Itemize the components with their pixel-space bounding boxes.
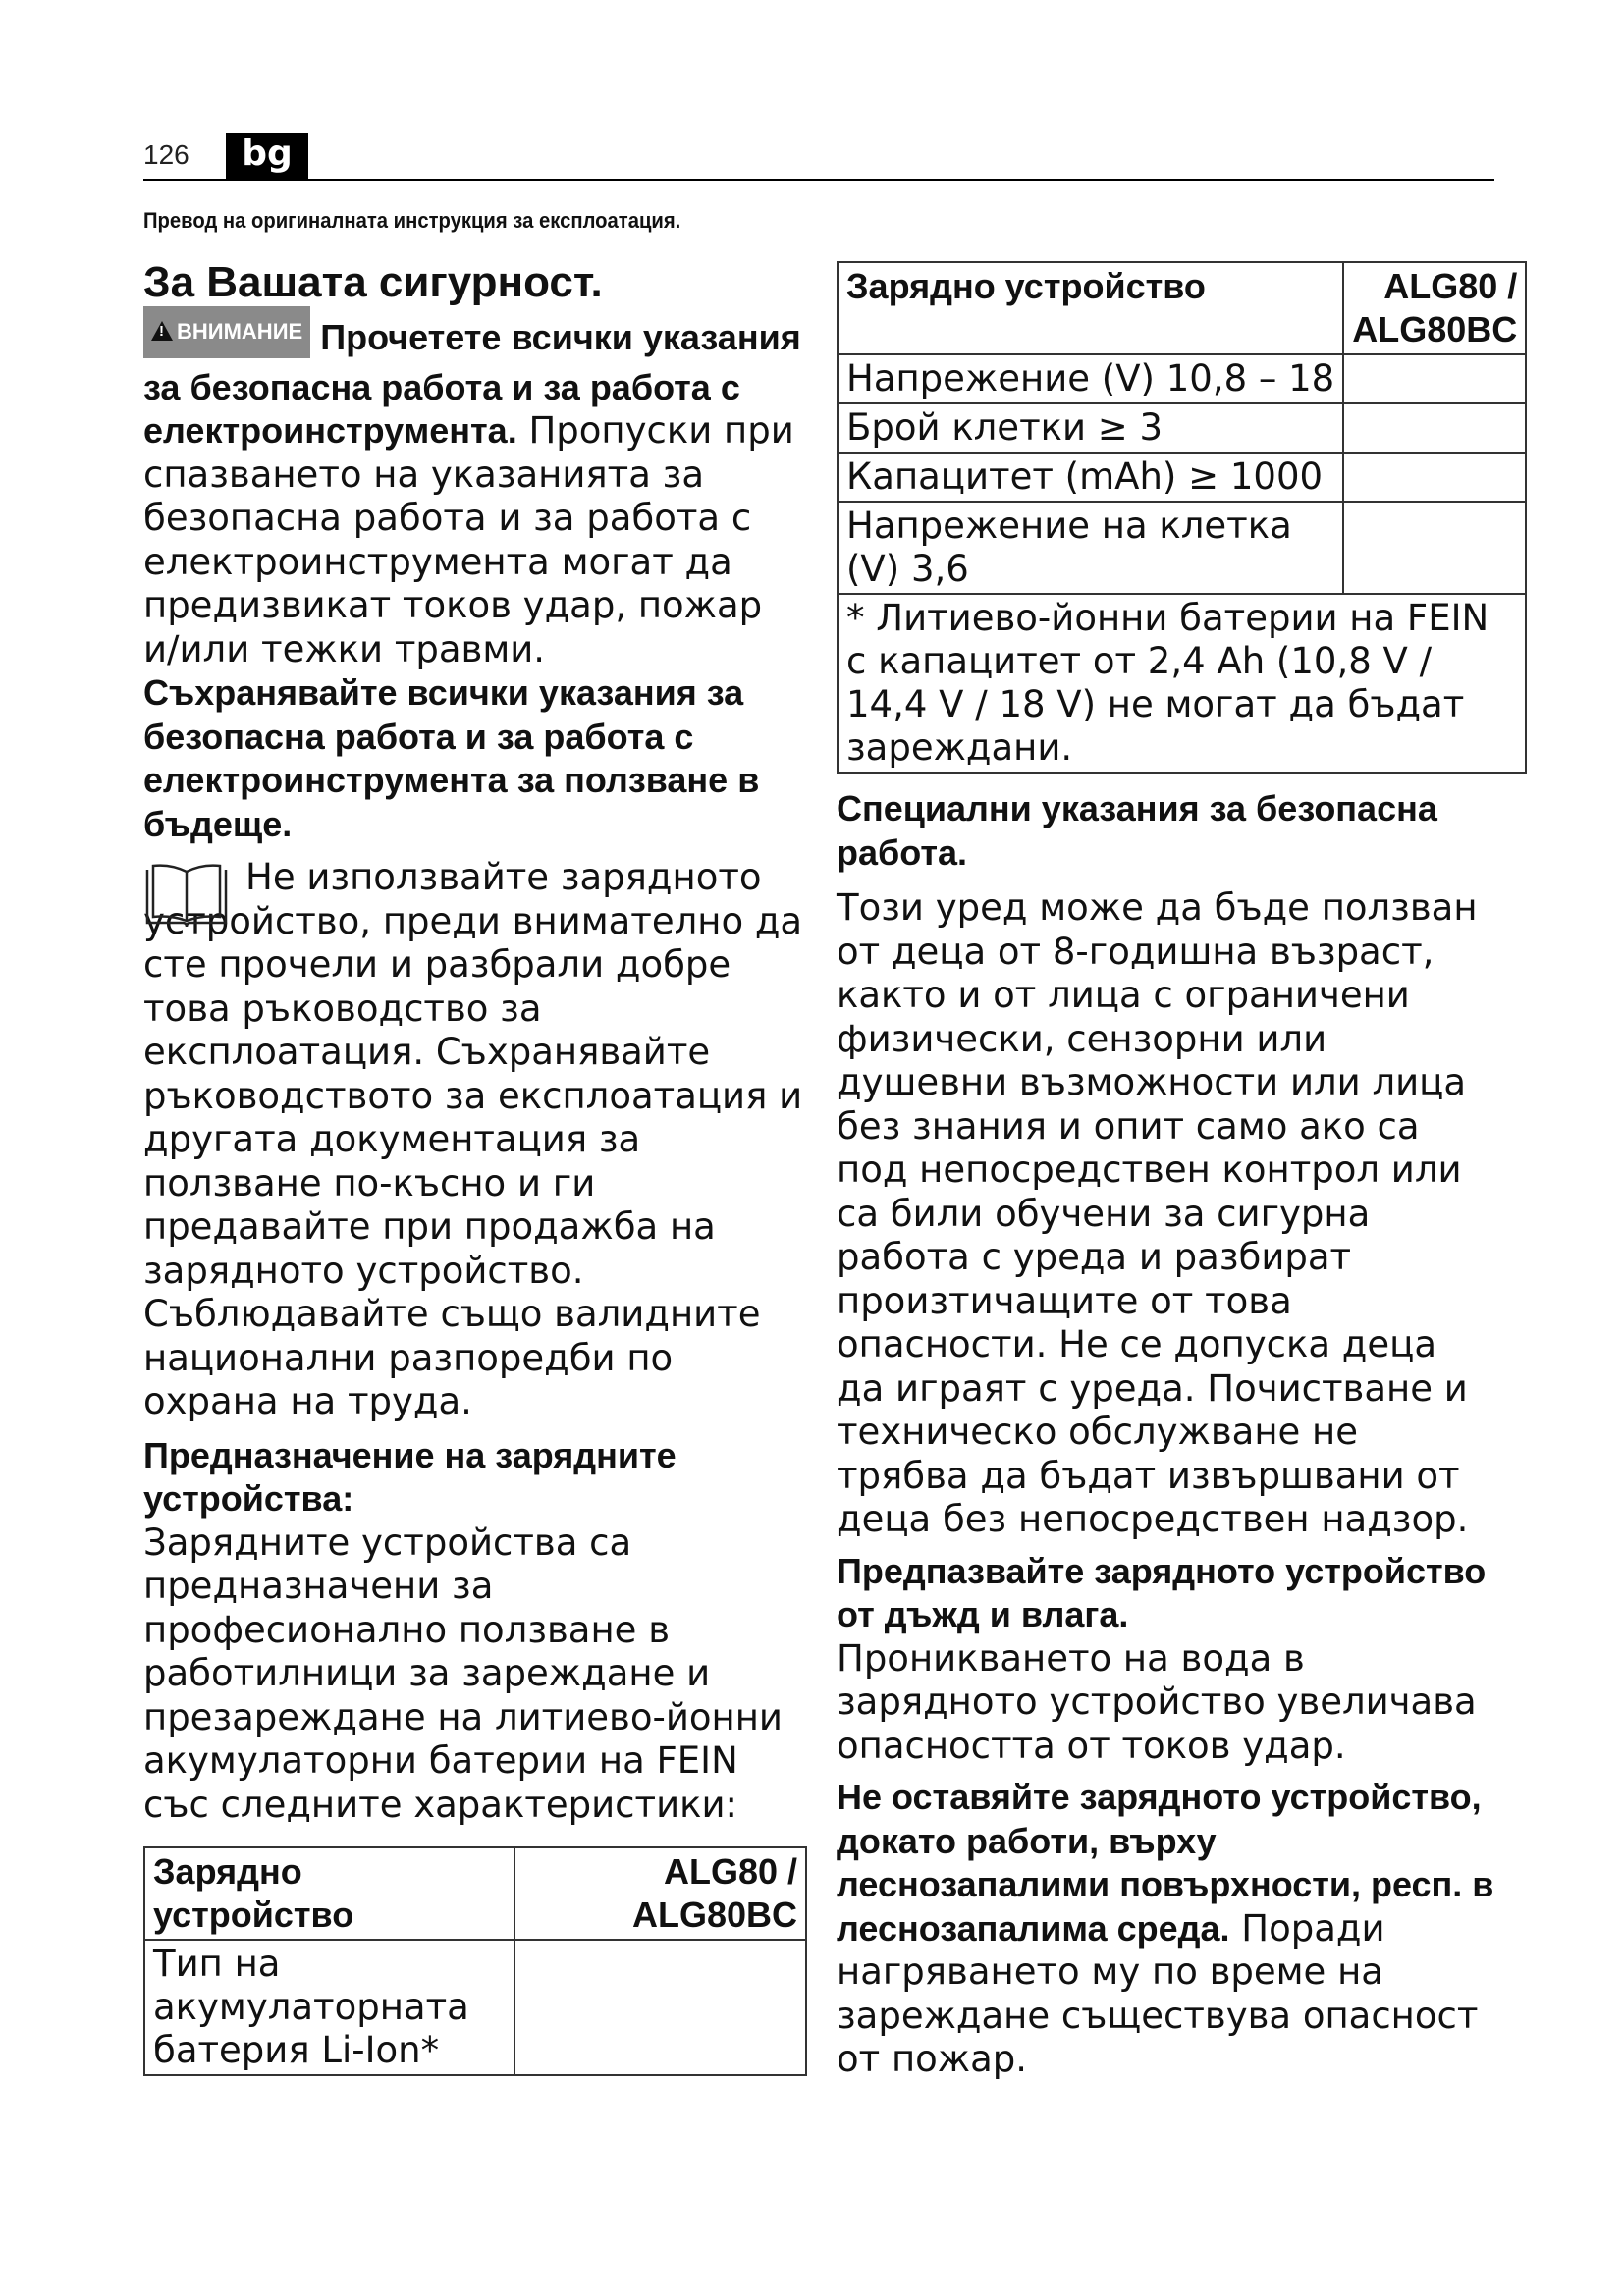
specs-table <box>837 261 1527 774</box>
regulations-text: Съблюдавайте също валидните национални разпоредби по охрана на труда. <box>143 1293 761 1422</box>
intended-use-text: Зарядните устройства са предназначени за професионално ползване в работилници за зареждане и презареждане на литиево-йонни акумулаторни батерии на FEIN със следните характеристики: <box>143 1521 783 1826</box>
battery-type-table <box>143 1846 807 2076</box>
table-row <box>838 502 1526 594</box>
read-instructions-paragraph <box>143 314 807 671</box>
table-cell-value <box>1343 354 1526 403</box>
fire-text: Поради нагряването му по време на зареждане съществува опасност от пожар. <box>837 1906 1479 2080</box>
table-header-row <box>838 262 1526 354</box>
open-book-icon <box>143 862 230 933</box>
left-column <box>143 257 807 2076</box>
fire-paragraph <box>837 1776 1494 2082</box>
table-footnote: * Литиево-йонни батерии на FEIN с капацитет от 2,4 Ah (10,8 V / 14,4 V / 18 V) не могат да бъдат зареждани. <box>838 594 1526 773</box>
document-subtitle: Превод на оригиналната инструкция за експлоатация. <box>143 208 681 233</box>
fire-bold: Не оставяйте зарядното устройство, докато работи, върху леснозапалими повърхности, респ. в леснозапалима среда. <box>837 1777 1494 1949</box>
table-cell-value <box>514 1940 806 2075</box>
rain-heading: Предпазвайте зарядното устройство от дъжд и влага. <box>837 1550 1487 1634</box>
warning-icon: ! <box>151 321 173 341</box>
rain-text: Проникването на вода в зарядното устройство увеличава опасността от токов удар. <box>837 1636 1477 1767</box>
table-header-charger: Зарядно устройство <box>144 1847 514 1940</box>
table-header-model: ALG80 / ALG80BC <box>514 1847 806 1940</box>
table-header-model: ALG80 / ALG80BC <box>1343 262 1526 354</box>
right-column <box>837 261 1518 2082</box>
table-row <box>838 354 1526 403</box>
table-header-row <box>144 1847 806 1940</box>
read-instructions-text: Пропуски при спазването на указанията за безопасна работа и за работа с електроинструмента могат да предизвикат токов удар, пожар и/или тежки травми. <box>143 409 794 670</box>
table-cell-label: Напрежение (V) 10,8 – 18 <box>838 354 1343 403</box>
children-text: Този уред може да бъде ползван от деца от 8-годишна възраст, както и от лица с ограничени физически, сензорни или душевни възможности или лица без знания и опит само ако са под непосредствен контрол или са били обучени за сигурна работа с уреда и разбират произтичащите от това опасности. Не се допуска деца да играят с уреда. Почистване и техническо обслужване не трябва да бъдат извършвани от деца без непосредствен надзор. <box>837 886 1478 1540</box>
table-cell-label: Тип на акумулаторната батерия Li-Ion* <box>144 1940 514 2075</box>
table-row <box>144 1940 806 2075</box>
manual-text: Не използвайте зарядното устройство, преди внимателно да сте прочели и разбрали добре това ръководство за експлоатация. Съхранявайте ръководството за експлоатация и другата документация за ползване по-късно и ги предавайте при продажба на зарядното устройство. <box>143 856 803 1292</box>
table-cell-label: Напрежение на клетка (V) 3,6 <box>838 502 1343 594</box>
warning-label: ВНИМАНИЕ <box>177 319 303 344</box>
table-cell-value <box>1343 403 1526 453</box>
table-footnote-row <box>838 594 1526 773</box>
special-heading: Специални указания за безопасна работа. <box>837 788 1437 873</box>
table-cell-value <box>1343 502 1526 594</box>
keep-instructions: Съхранявайте всички указания за безопасна работа и за работа с електроинструмента за ползване в бъдеще. <box>143 672 760 844</box>
table-row <box>838 403 1526 453</box>
read-instructions-bold: Прочетете всички указания за безопасна работа и за работа с електроинструмента. <box>143 316 801 451</box>
header-divider <box>143 179 1494 181</box>
manual-note <box>143 856 807 1293</box>
table-header-charger: Зарядно устройство <box>838 262 1343 354</box>
safety-title: За Вашата сигурност. <box>143 258 603 306</box>
language-badge: bg <box>226 133 308 181</box>
table-row <box>838 453 1526 502</box>
intended-use-heading: Предназначение на зарядните устройства: <box>143 1434 677 1519</box>
table-cell-value <box>1343 453 1526 502</box>
table-cell-label: Капацитет (mAh) ≥ 1000 <box>838 453 1343 502</box>
page-number: 126 <box>143 139 189 170</box>
warning-badge <box>143 306 310 358</box>
table-cell-label: Брой клетки ≥ 3 <box>838 403 1343 453</box>
